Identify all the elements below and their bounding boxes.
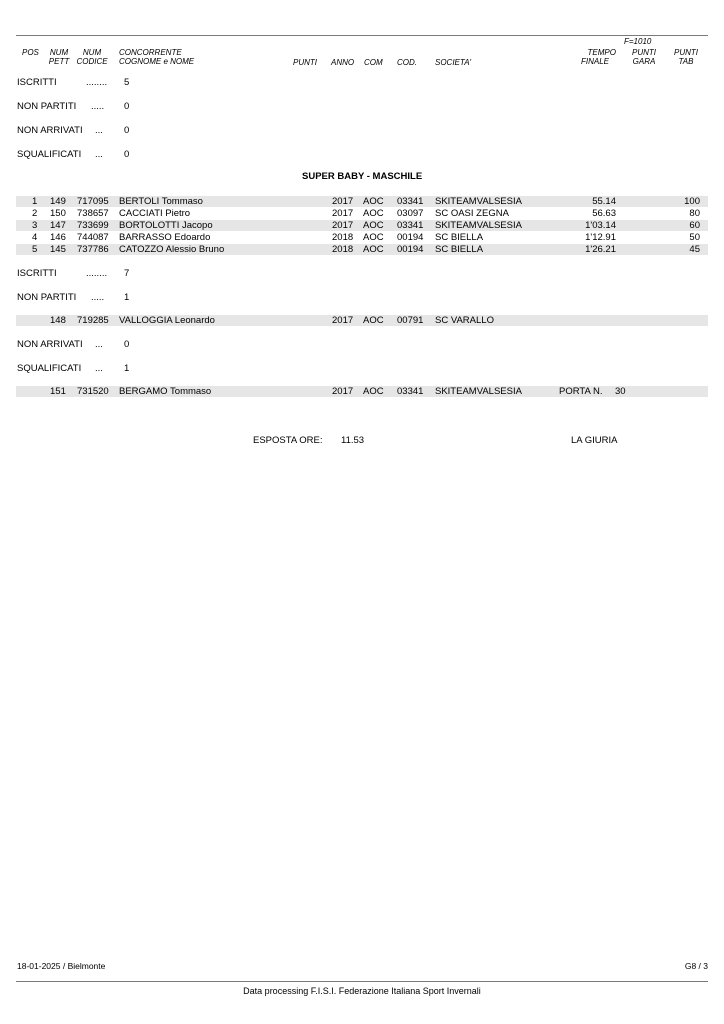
header-societa: SOCIETA' [435,58,472,67]
result-societa: SC BIELLA [435,244,484,255]
result-tempo: 1'12.91 [585,232,616,243]
footer-date-place: 18-01-2025 / Bielmonte [17,961,106,971]
summary-bottom-iscritti-dots: ........ [86,268,108,279]
header-pett: PETT [48,57,70,66]
result-punti-tab: 45 [689,244,700,255]
result-nome: BARRASSO Edoardo [119,232,211,243]
result-tempo: 1'26.21 [585,244,616,255]
esposta-value: 11.53 [341,435,365,446]
result-row [16,220,708,231]
header-cognome-nome: COGNOME e NOME [119,57,195,66]
non-partiti-com: AOC [363,315,384,326]
summary-top-non-partiti-value: 0 [124,101,130,112]
result-societa: SC OASI ZEGNA [435,208,509,219]
header-concorrente [119,48,194,66]
summary-bottom-non-arrivati-value: 0 [124,339,130,350]
result-anno: 2018 [332,244,354,255]
non-partiti-pett: 148 [50,315,66,326]
top-rule [16,35,708,36]
header-concorrente-label: CONCORRENTE [119,48,182,57]
header-num1: NUM [49,48,69,57]
summary-bottom-squalificati-value: 1 [124,363,130,374]
result-nome: CATOZZO Alessio Bruno [119,244,225,255]
header-punti-gara-1: PUNTI [632,48,656,57]
squalificati-anno: 2017 [332,386,354,397]
result-com: AOC [363,208,384,219]
squalificati-societa: SKITEAMVALSESIA [435,386,522,397]
result-codice: 744087 [77,232,109,243]
summary-bottom-iscritti-label: ISCRITTI [17,268,57,279]
result-cod: 03097 [397,208,424,219]
summary-top-non-arrivati-dots: ... [95,125,103,136]
non-partiti-nome: VALLOGGIA Leonardo [119,315,215,326]
result-com: AOC [363,244,384,255]
summary-bottom-squalificati-label: SQUALIFICATI [17,363,82,374]
squalificati-nome: BERGAMO Tommaso [119,386,212,397]
header-punti-tab [670,48,702,66]
result-pett: 147 [50,220,66,231]
header-codice: CODICE [76,57,108,66]
result-pos: 3 [32,220,38,231]
non-partiti-cod: 00791 [397,315,424,326]
squalificati-com: AOC [363,386,384,397]
header-com: COM [364,58,383,67]
result-cod: 00194 [397,232,424,243]
result-com: AOC [363,220,384,231]
result-societa: SC BIELLA [435,232,484,243]
result-cod: 03341 [397,220,424,231]
result-tempo: 56.63 [592,208,616,219]
header-punti-gara-2: GARA [632,57,656,66]
summary-top-non-arrivati-label: NON ARRIVATI [17,125,83,136]
result-societa: SKITEAMVALSESIA [435,196,522,207]
result-punti-tab: 50 [689,232,700,243]
giuria-label: LA GIURIA [571,435,618,446]
result-pos: 4 [32,232,38,243]
result-anno: 2017 [332,220,354,231]
result-row [16,244,708,255]
result-codice: 738657 [77,208,109,219]
header-num-pett [44,48,74,66]
result-nome: BORTOLOTTI Jacopo [119,220,213,231]
result-punti-tab: 100 [684,196,700,207]
summary-bottom-non-partiti-value: 1 [124,292,130,303]
squalificati-cod: 03341 [397,386,424,397]
result-codice: 737786 [77,244,109,255]
squalificati-codice: 731520 [77,386,109,397]
result-row [16,208,708,219]
result-nome: BERTOLI Tommaso [119,196,203,207]
non-partiti-societa: SC VARALLO [435,315,494,326]
result-punti-tab: 80 [689,208,700,219]
result-codice: 733699 [77,220,109,231]
result-pett: 149 [50,196,66,207]
header-tempo: TEMPO [587,48,616,57]
header-punti-gara [628,48,660,66]
summary-top-iscritti-dots: ........ [86,77,108,88]
result-societa: SKITEAMVALSESIA [435,220,522,231]
header-punti-tab-1: PUNTI [674,48,698,57]
squalificati-motivo: PORTA N. [559,386,603,397]
header-f-value: F=1010 [624,37,652,46]
summary-bottom-non-partiti-dots: ..... [91,292,105,303]
summary-top-non-partiti-label: NON PARTITI [17,101,77,112]
header-num-codice [74,48,110,66]
header-punti: PUNTI [293,58,317,67]
result-cod: 00194 [397,244,424,255]
summary-bottom-non-arrivati-dots: ... [95,339,103,350]
non-partiti-codice: 719285 [77,315,109,326]
summary-top-iscritti-value: 5 [124,77,130,88]
non-partiti-anno: 2017 [332,315,354,326]
header-num2: NUM [82,48,102,57]
header-finale: FINALE [580,57,609,66]
summary-bottom-non-partiti-label: NON PARTITI [17,292,77,303]
result-pos: 2 [32,208,38,219]
header-anno: ANNO [331,58,355,67]
result-pett: 150 [50,208,66,219]
result-row [16,196,708,207]
summary-top-non-partiti-dots: ..... [91,101,105,112]
result-anno: 2018 [332,232,354,243]
summary-bottom-non-arrivati-label: NON ARRIVATI [17,339,83,350]
result-nome: CACCIATI Pietro [119,208,191,219]
result-com: AOC [363,232,384,243]
header-punti-tab-2: TAB [678,57,694,66]
summary-bottom-squalificati-dots: ... [95,363,103,374]
result-anno: 2017 [332,208,354,219]
footer-rule [16,981,708,982]
result-pos: 5 [32,244,38,255]
summary-top-iscritti-label: ISCRITTI [17,77,57,88]
squalificati-porta: 30 [615,386,626,397]
summary-bottom-iscritti-value: 7 [124,268,130,279]
result-cod: 03341 [397,196,424,207]
footer-processing: Data processing F.I.S.I. Federazione Italiana Sport Invernali [243,986,481,996]
footer-page-number: G8 / 3 [684,961,708,971]
summary-top-squalificati-value: 0 [124,149,130,160]
result-tempo: 55.14 [592,196,616,207]
header-cod: COD. [397,58,417,67]
result-punti-tab: 60 [689,220,700,231]
result-anno: 2017 [332,196,354,207]
result-pett: 145 [50,244,66,255]
result-pos: 1 [32,196,38,207]
squalificati-pett: 151 [50,386,66,397]
result-row [16,232,708,243]
result-com: AOC [363,196,384,207]
result-codice: 717095 [77,196,109,207]
header-tempo-finale [576,48,616,66]
result-pett: 146 [50,232,66,243]
summary-top-squalificati-label: SQUALIFICATI [17,149,82,160]
category-title: SUPER BABY - MASCHILE [302,171,423,182]
squalificati-row [16,386,708,397]
summary-top-squalificati-dots: ... [95,149,103,160]
esposta-label: ESPOSTA ORE: [253,435,323,446]
header-pos: POS [22,48,39,57]
summary-top-non-arrivati-value: 0 [124,125,130,136]
non-partiti-row [16,315,708,326]
result-tempo: 1'03.14 [585,220,616,231]
